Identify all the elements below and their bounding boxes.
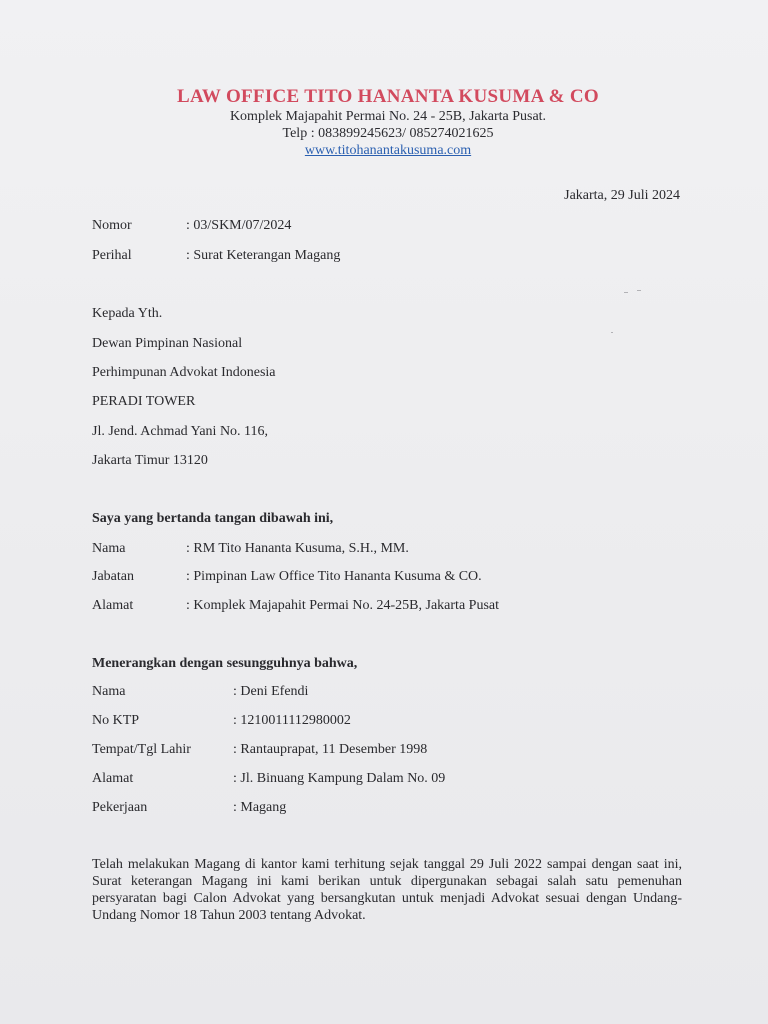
subject-field-alamat <box>92 771 446 787</box>
recipient-line: Jakarta Timur 13120 <box>92 453 208 468</box>
field-value: : RM Tito Hananta Kusuma, S.H., MM. <box>186 541 409 556</box>
field-value: : Jl. Binuang Kampung Dalam No. 09 <box>233 771 446 786</box>
field-perihal <box>92 248 341 264</box>
subject-intro: Menerangkan dengan sesungguhnya bahwa, <box>92 656 358 671</box>
field-nomor <box>92 218 292 234</box>
field-label: Pekerjaan <box>92 800 148 815</box>
field-label: Nomor <box>92 218 132 233</box>
signer-field-jabatan <box>92 569 482 585</box>
firm-phone: Telp : 083899245623/ 085274021625 <box>282 126 494 141</box>
field-value: : Magang <box>233 800 287 815</box>
recipient-line: Kepada Yth. <box>92 306 163 321</box>
subject-field-pekerjaan <box>92 800 287 816</box>
signer-field-nama <box>92 541 409 557</box>
firm-name: LAW OFFICE TITO HANANTA KUSUMA & CO <box>177 86 599 107</box>
firm-website-link[interactable]: www.titohanantakusuma.com <box>304 143 472 158</box>
field-label: Alamat <box>92 598 134 613</box>
field-label: Perihal <box>92 248 132 263</box>
field-label: Tempat/Tgl Lahir <box>92 742 191 757</box>
subject-field-nama <box>92 684 309 700</box>
field-value: : 1210011112980002 <box>233 713 351 728</box>
body-paragraph: Telah melakukan Magang di kantor kami terhitung sejak tanggal 29 Juli 2022 sampai dengan saat ini, Surat keterangan Magang ini kami berikan untuk dipergunakan sebagai salah satu pemenuhan persyaratan bagi Calon Advokat yang bersangkutan untuk menjadi Advokat sesuai dengan Undang-Undang Nomor 18 Tahun 2003 tentang Advokat. <box>92 857 682 923</box>
scan-speck <box>611 332 613 333</box>
field-label: Jabatan <box>92 569 134 584</box>
field-value: : Pimpinan Law Office Tito Hananta Kusuma & CO. <box>186 569 482 584</box>
field-label: No KTP <box>92 713 140 728</box>
letter-date: Jakarta, 29 Juli 2024 <box>564 188 680 203</box>
signer-intro: Saya yang bertanda tangan dibawah ini, <box>92 511 334 526</box>
field-value: : Komplek Majapahit Permai No. 24-25B, Jakarta Pusat <box>186 598 499 613</box>
subject-field-ttl <box>92 742 428 758</box>
recipient-line: Dewan Pimpinan Nasional <box>92 336 243 351</box>
letterhead <box>0 86 768 159</box>
recipient-line: PERADI TOWER <box>92 394 196 409</box>
recipient-line: Perhimpunan Advokat Indonesia <box>92 365 276 380</box>
signer-field-alamat <box>92 598 499 614</box>
firm-address: Komplek Majapahit Permai No. 24 - 25B, Jakarta Pusat. <box>229 109 547 124</box>
field-label: Alamat <box>92 771 134 786</box>
field-value: : Deni Efendi <box>233 684 309 699</box>
field-value: : Surat Keterangan Magang <box>186 248 341 263</box>
field-label: Nama <box>92 541 126 556</box>
subject-field-ktp <box>92 713 351 729</box>
field-label: Nama <box>92 684 126 699</box>
scan-speck <box>637 290 641 291</box>
recipient-line: Jl. Jend. Achmad Yani No. 116, <box>92 424 269 439</box>
field-value: : Rantauprapat, 11 Desember 1998 <box>233 742 428 757</box>
field-value: : 03/SKM/07/2024 <box>186 218 292 233</box>
scan-speck <box>624 292 628 293</box>
